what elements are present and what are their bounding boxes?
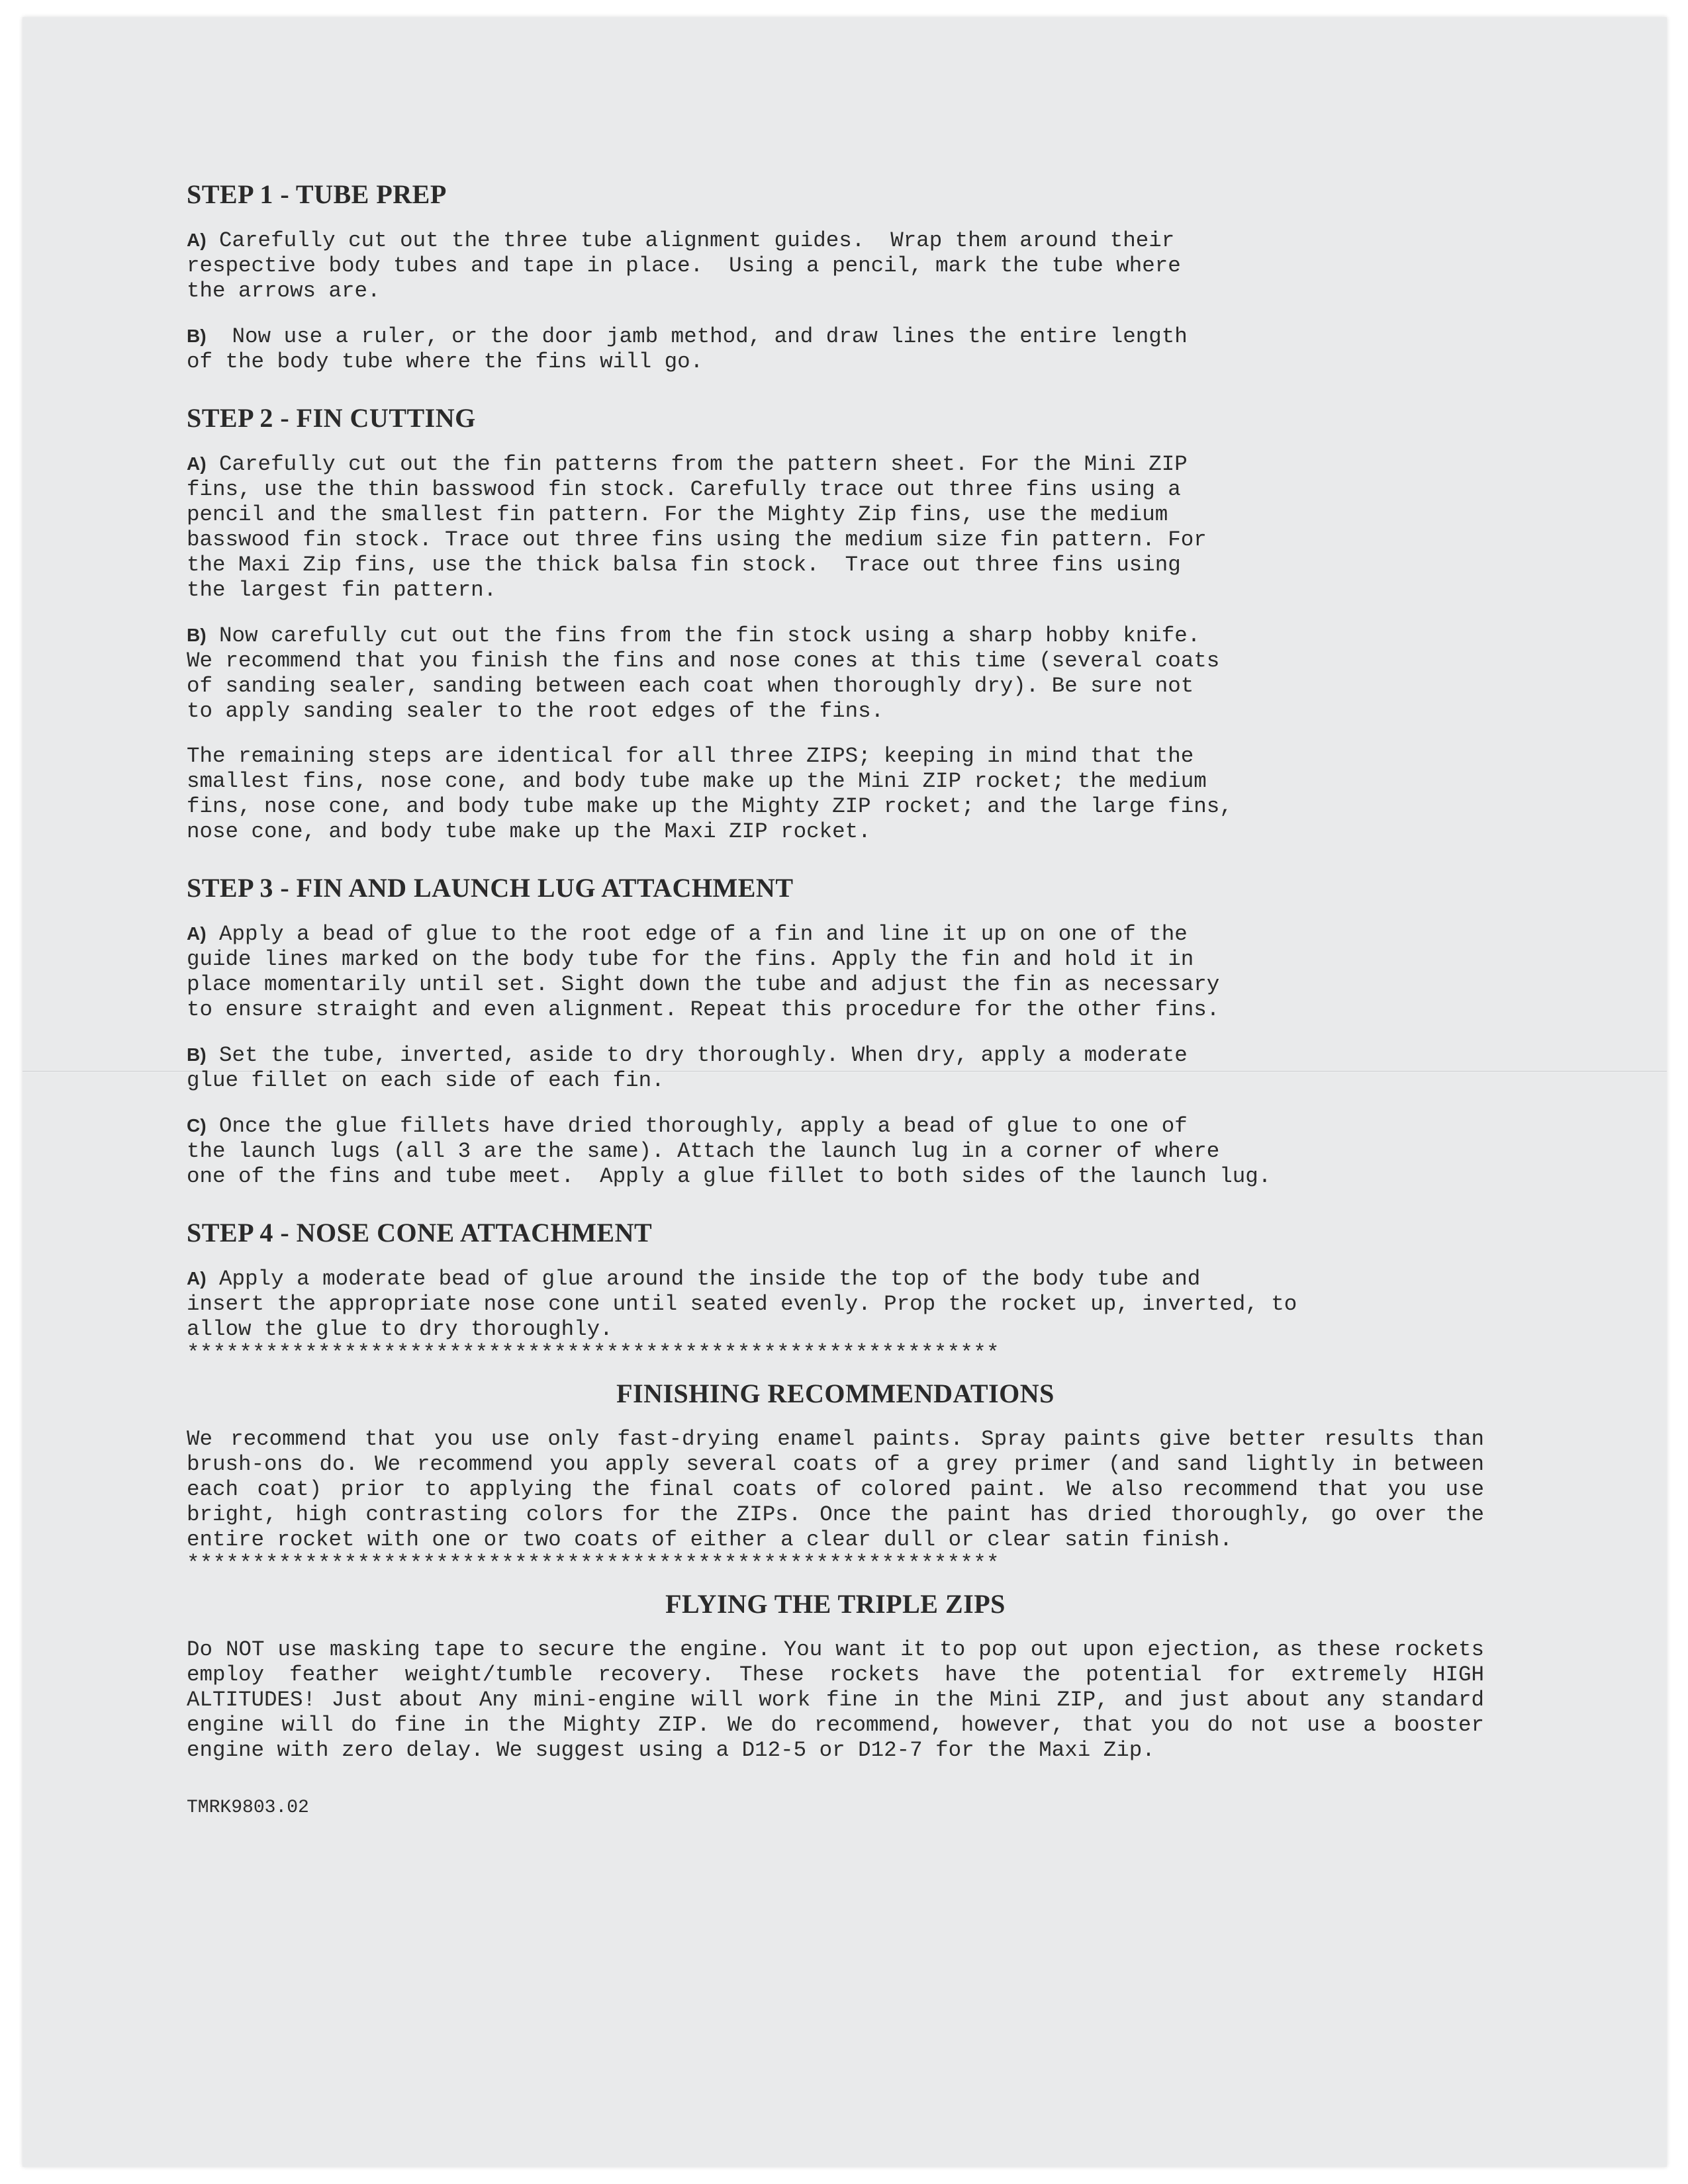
flying-heading: FLYING THE TRIPLE ZIPS: [665, 1589, 1006, 1619]
finishing-text: We recommend that you use only fast-drying enamel paints. Spray paints give better results than brush-ons do. We recommend you apply several coats of a grey primer (and sand lightly in between each coat) prior to applying the final coats of colored paint. We also recommend that you use bright, high contrasting colors for the ZIPs. Once the paint has dried thoroughly, go over the entire rocket with one or two coats of either a clear dull or clear satin finish.: [187, 1427, 1484, 1552]
step-text: Set the tube, inverted, aside to dry thoroughly. When dry, apply a moderate glue fillet on each side of each fin.: [187, 1043, 1188, 1093]
step4-a: [187, 1266, 1484, 1342]
step-text: Now carefully cut out the fins from the fin stock using a sharp hobby knife. We recommend that you finish the fins and nose cones at this time (several coats of sanding sealer, sanding between each coat when thoroughly dry). Be sure not to apply sanding sealer to the root edges of the fins.: [187, 623, 1220, 723]
step3-c: [187, 1113, 1484, 1189]
step1-heading: STEP 1 - TUBE PREP: [187, 179, 447, 209]
step2-a: [187, 451, 1484, 603]
step1-b: [187, 324, 1484, 375]
step-label: B): [187, 326, 207, 346]
finishing-heading: FINISHING RECOMMENDATIONS: [616, 1379, 1055, 1408]
step-text: Carefully cut out the fin patterns from the pattern sheet. For the Mini ZIP fins, use the thin basswood fin stock. Carefully trace out three fins using a pencil and the smallest fin pattern. For the Mighty Zip fins, use the medium basswood fin stock. Trace out three fins using the medium size fin pattern. For the Maxi Zip fins, use the thick balsa fin stock. Trace out three fins using the largest fin pattern.: [187, 452, 1207, 602]
step4-heading: STEP 4 - NOSE CONE ATTACHMENT: [187, 1218, 653, 1248]
step-label: A): [187, 923, 207, 944]
step-label: A): [187, 230, 207, 250]
step-text: Once the glue fillets have dried thoroughly, apply a bead of glue to one of the launch lugs (all 3 are the same). Attach the launch lug in a corner of where one of the fins and tube meet. Apply a glue fillet to both sides of the launch lug.: [187, 1114, 1272, 1189]
step-label: B): [187, 1044, 207, 1065]
step2-b: [187, 623, 1484, 724]
instruction-content: [187, 179, 1484, 1818]
step-text: Apply a bead of glue to the root edge of a fin and line it up on one of the guide lines marked on the body tube for the fins. Apply the fin and hold it in place momentarily until set. Sight down the tube and adjust the fin as necessary to ensure straight and even alignment. Repeat this procedure for the other fins.: [187, 922, 1220, 1022]
flying-text: Do NOT use masking tape to secure the engine. You want it to pop out upon ejection, as these rockets employ feather weight/tumble recovery. These rockets have the potential for extremely HIGH ALTITUDES! Just about Any mini-engine will work fine in the Mini ZIP, and just about any standard engine will do fine in the Mighty ZIP. We do recommend, however, that you do not use a booster engine with zero delay. We suggest using a D12-5 or D12-7 for the Maxi Zip.: [187, 1637, 1484, 1762]
step-label: C): [187, 1115, 207, 1136]
step-label: A): [187, 1268, 207, 1289]
step-text: Carefully cut out the three tube alignment guides. Wrap them around their respective body tubes and tape in place. Using a pencil, mark the tube where the arrows are.: [187, 228, 1181, 303]
step2-note: The remaining steps are identical for all three ZIPS; keeping in mind that the smallest fins, nose cone, and body tube make up the Mini ZIP rocket; the medium fins, nose cone, and body tube make up the Mighty ZIP rocket; and the large fins, nose cone, and body tube make up the Maxi ZIP rocket.: [187, 744, 1233, 844]
step-text: Apply a moderate bead of glue around the inside the top of the body tube and insert the appropriate nose cone until seated evenly. Prop the rocket up, inverted, to allow the glue to dry thoroughly.: [187, 1267, 1297, 1342]
step2-heading: STEP 2 - FIN CUTTING: [187, 403, 476, 433]
separator-stars: **************************************************************: [187, 1551, 1000, 1576]
step-text: Now use a ruler, or the door jamb method, and draw lines the entire length of the body tube where the fins will go.: [187, 324, 1188, 374]
document-code: TMRK9803.02: [187, 1797, 309, 1818]
step3-heading: STEP 3 - FIN AND LAUNCH LUG ATTACHMENT: [187, 873, 794, 903]
step1-a: [187, 228, 1484, 304]
separator-stars: **************************************************************: [187, 1341, 1000, 1365]
step3-a: [187, 921, 1484, 1023]
step3-b: [187, 1042, 1484, 1093]
step-label: B): [187, 625, 207, 645]
step-label: A): [187, 453, 207, 474]
